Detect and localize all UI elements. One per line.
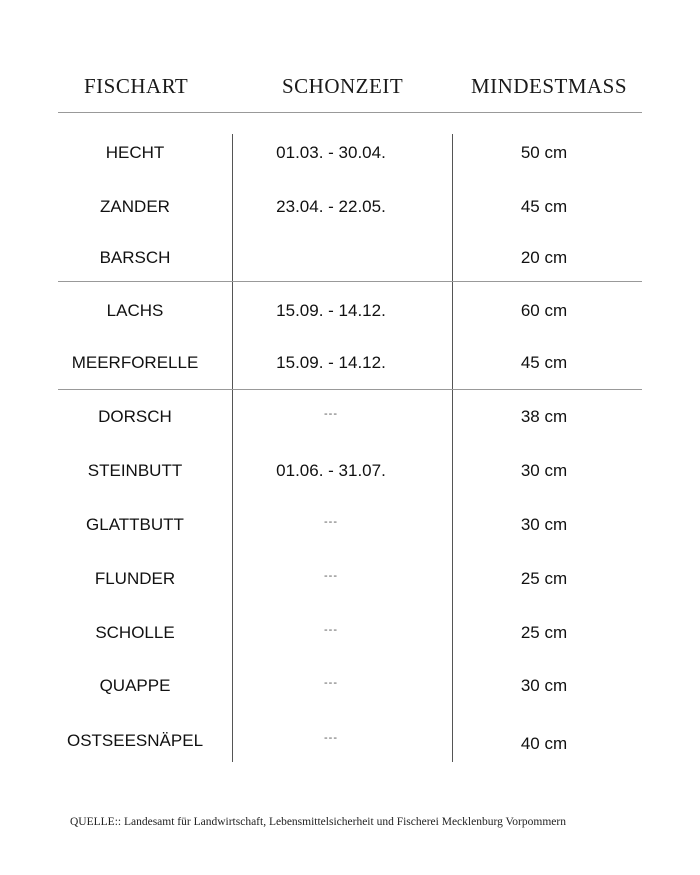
table-row (0, 674, 700, 698)
fish-name-cell: HECHT (105, 143, 165, 162)
table-row (0, 246, 700, 270)
minimum-size-cell: 25 cm (520, 623, 568, 642)
closed-season-cell: 15.09. - 14.12. (276, 353, 386, 372)
closed-season-cell: 15.09. - 14.12. (276, 301, 386, 320)
minimum-size-cell: 20 cm (520, 248, 568, 267)
table-row (0, 351, 700, 375)
table-row (0, 195, 700, 219)
column-header-mindestmass: MINDESTMASS (471, 74, 628, 98)
minimum-size-cell: 30 cm (520, 515, 568, 534)
column-header-fischart: FISCHART (84, 74, 189, 98)
fish-name-cell: STEINBUTT (87, 461, 183, 480)
minimum-size-cell: 45 cm (520, 353, 568, 372)
closed-season-cell: --- (324, 570, 338, 582)
closed-season-cell: --- (324, 677, 338, 689)
closed-season-cell: 01.06. - 31.07. (276, 461, 386, 480)
closed-season-cell: 01.03. - 30.04. (276, 143, 386, 162)
fish-name-cell: LACHS (106, 301, 164, 320)
minimum-size-cell: 45 cm (520, 197, 568, 216)
fish-name-cell: MEERFORELLE (71, 353, 199, 372)
table-row (0, 299, 700, 323)
table-row (0, 405, 700, 429)
table-row (0, 729, 700, 753)
header-divider (58, 112, 642, 113)
column-header-schonzeit: SCHONZEIT (282, 74, 404, 98)
table-row (0, 621, 700, 645)
table-row (0, 459, 700, 483)
closed-season-cell: --- (324, 732, 338, 744)
group-divider-migratory-marine (58, 389, 642, 390)
fish-name-cell: SCHOLLE (95, 623, 175, 642)
table-row (0, 513, 700, 537)
closed-season-cell: --- (324, 624, 338, 636)
closed-season-cell: --- (324, 516, 338, 528)
closed-season-cell: --- (324, 408, 338, 420)
column-divider-right (452, 134, 453, 762)
fish-name-cell: GLATTBUTT (86, 515, 184, 534)
source-note: QUELLE:: Landesamt für Landwirtschaft, Lebensmittelsicherheit und Fischerei Mecklenburg Vorpommern (70, 816, 566, 828)
table-row (0, 567, 700, 591)
fish-name-cell: OSTSEESNÄPEL (66, 731, 204, 750)
minimum-size-cell: 30 cm (520, 676, 568, 695)
fish-name-cell: FLUNDER (94, 569, 176, 588)
fish-name-cell: BARSCH (99, 248, 171, 267)
fish-name-cell: QUAPPE (99, 676, 171, 695)
fish-name-cell: DORSCH (98, 407, 172, 426)
closed-season-cell: 23.04. - 22.05. (276, 197, 386, 216)
minimum-size-cell: 25 cm (520, 569, 568, 588)
minimum-size-cell: 38 cm (520, 407, 568, 426)
table-row (0, 141, 700, 165)
minimum-size-cell: 60 cm (520, 301, 568, 320)
minimum-size-cell: 40 cm (520, 734, 568, 753)
minimum-size-cell: 30 cm (520, 461, 568, 480)
minimum-size-cell: 50 cm (520, 143, 568, 162)
column-divider-left (232, 134, 233, 762)
fish-name-cell: ZANDER (100, 197, 170, 216)
group-divider-freshwater-migratory (58, 281, 642, 282)
